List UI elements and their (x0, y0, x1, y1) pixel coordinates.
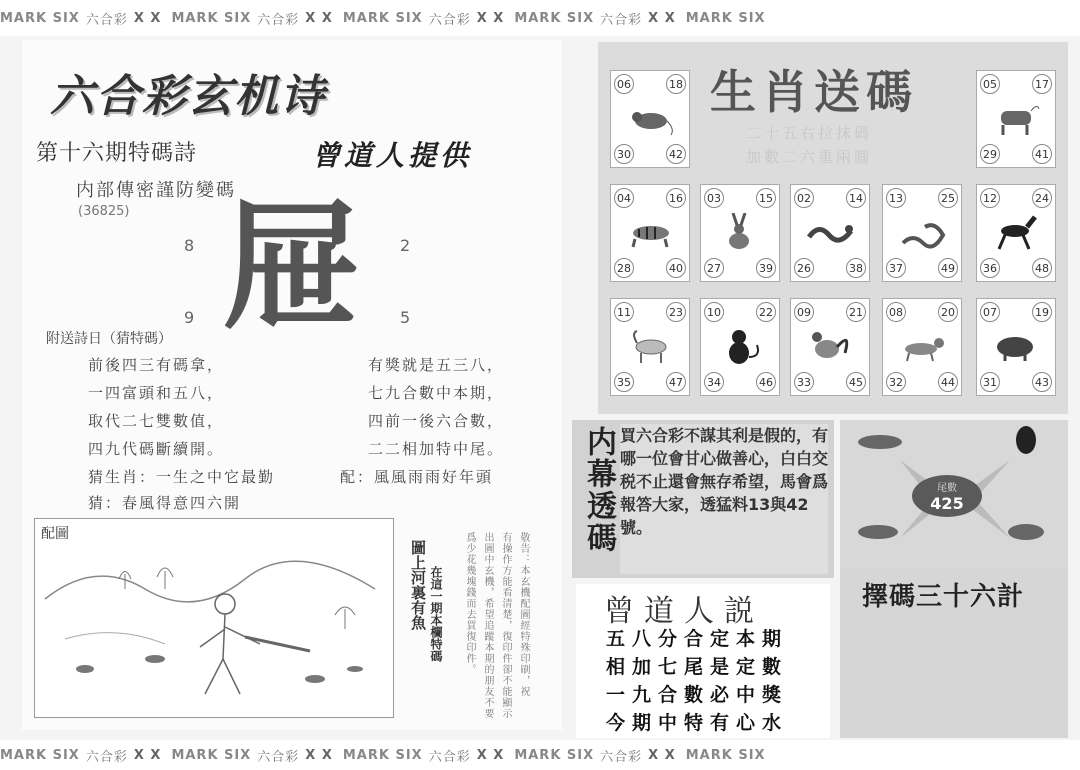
card-number: 39 (756, 258, 776, 278)
card-number: 44 (938, 372, 958, 392)
poem-line: 七九合數中本期， (368, 384, 505, 402)
card-number: 03 (704, 188, 724, 208)
guess-line: 猜：春風得意四六開 (88, 494, 242, 512)
zodiac-subtitle: 二十五右拉抹碼 (746, 124, 873, 142)
card-number: 02 (794, 188, 814, 208)
card-number: 11 (614, 302, 634, 322)
monkey-icon (715, 327, 765, 367)
band-chinese: 六合彩 (600, 12, 643, 28)
dragon-icon (805, 213, 855, 253)
poem-line: 四九代碼斷續開。 (88, 440, 225, 458)
code-number: (36825) (78, 204, 130, 219)
zodiac-card-tiger (610, 184, 690, 282)
poem-line: 一四富頭和五八， (88, 384, 225, 402)
zodiac-card-dragon (790, 184, 870, 282)
card-number: 13 (886, 188, 906, 208)
card-number: 47 (666, 372, 686, 392)
card-number: 36 (980, 258, 1000, 278)
card-number: 12 (980, 188, 1000, 208)
card-number: 06 (614, 74, 634, 94)
riddle-character: 屉 (222, 186, 363, 349)
ceng-says-panel (576, 584, 830, 738)
mark-six-logo: MARK SIX (171, 10, 252, 26)
zodiac-guess: 猜生肖：一生之中它最勤 (88, 468, 276, 486)
card-number: 10 (704, 302, 724, 322)
mark-six-logo: MARK SIX (514, 747, 595, 763)
ceng-line: 五八分合定本期 (606, 628, 789, 650)
card-number: 07 (980, 302, 1000, 322)
rooster-icon (805, 327, 855, 367)
strategy-title: 擇碼三十六計 (862, 582, 1025, 612)
card-number: 25 (938, 188, 958, 208)
mark-six-logo: MARK SIX (685, 10, 766, 26)
rabbit-icon (715, 213, 765, 253)
zodiac-card-goat (610, 298, 690, 396)
illustration-label: 配圖 (41, 526, 69, 542)
poem-line: 二二相加特中尾。 (368, 440, 505, 458)
card-number: 46 (756, 372, 776, 392)
band-chinese: 六合彩 (600, 749, 643, 765)
number-top-right: 2 (400, 236, 411, 255)
band-x: X X (133, 10, 162, 26)
card-number: 17 (1032, 74, 1052, 94)
card-number: 09 (794, 302, 814, 322)
card-number: 23 (666, 302, 686, 322)
illustration-caption: 圖上河裏有魚 (409, 540, 427, 630)
ceng-line: 一九合數必中獎 (606, 684, 789, 706)
issue-line: 第十六期特碼詩 (36, 141, 198, 166)
card-number: 04 (614, 188, 634, 208)
top-watermark-band (0, 0, 1080, 36)
band-x: X X (133, 747, 162, 763)
card-number: 26 (794, 258, 814, 278)
zodiac-card-dog (882, 298, 962, 396)
inside-title: 内幕透碼 (581, 426, 616, 554)
bottom-watermark-band (0, 740, 1080, 770)
band-chinese: 六合彩 (257, 12, 300, 28)
zodiac-title: 生肖送碼 (710, 65, 918, 119)
tail-value: 425 (930, 494, 964, 513)
band-chinese: 六合彩 (85, 749, 128, 765)
disclaimer-line: 出圖中玄機，希望追蹤本期的朋友不要 (482, 532, 493, 719)
band-x: X X (476, 10, 505, 26)
card-number: 37 (886, 258, 906, 278)
number-bottom-left: 9 (184, 308, 195, 327)
tail-number-panel (840, 420, 1068, 568)
number-bottom-right: 5 (400, 308, 411, 327)
card-number: 19 (1032, 302, 1052, 322)
card-number: 22 (756, 302, 776, 322)
fisherman-illustration (35, 519, 393, 717)
band-chinese: 六合彩 (85, 12, 128, 28)
disclaimer-line: 爲少花幾塊錢而去買復印件。 (464, 532, 475, 675)
illustration-caption-2: 在這一期本欄特碼 (429, 566, 443, 662)
mark-six-logo: MARK SIX (342, 10, 423, 26)
pig-icon (991, 327, 1041, 367)
poem-line: 四前一後六合數， (368, 412, 505, 430)
band-chinese: 六合彩 (257, 749, 300, 765)
zodiac-card-rat (610, 70, 690, 168)
illustration (34, 518, 394, 718)
poem-panel (22, 40, 562, 730)
tiger-icon (625, 213, 675, 253)
card-number: 48 (1032, 258, 1052, 278)
page-title: 六合彩玄机诗 (50, 71, 326, 122)
zodiac-card-monkey (700, 298, 780, 396)
zodiac-card-rooster (790, 298, 870, 396)
card-number: 45 (846, 372, 866, 392)
tail-number-badge (912, 475, 982, 517)
band-x: X X (305, 747, 333, 763)
horse-icon (991, 213, 1041, 253)
zodiac-card-ox (976, 70, 1056, 168)
poem-heading: 附送詩日（猜特碼） (46, 331, 172, 347)
mark-six-logo: MARK SIX (171, 747, 252, 763)
ceng-line: 相加七尾是定數 (606, 656, 789, 678)
band-x: X X (305, 10, 333, 26)
disclaimer-line: 敬告：本玄機配圖經特殊印刷，祝 (518, 532, 529, 697)
card-number: 16 (666, 188, 686, 208)
card-number: 24 (1032, 188, 1052, 208)
poem-line: 取代二七雙數值， (88, 412, 225, 430)
inside-text: 買六合彩不謀其利是假的，有哪一位會甘心做善心，白白交税不止還會無存希望，馬會爲報答大家，透猛料13與42號。 (620, 424, 828, 574)
zodiac-card-snake (882, 184, 962, 282)
band-chinese: 六合彩 (428, 749, 471, 765)
zodiac-card-horse (976, 184, 1056, 282)
band-x: X X (648, 747, 676, 763)
card-number: 05 (980, 74, 1000, 94)
mark-six-logo: MARK SIX (685, 747, 766, 763)
tail-label: 尾數 (937, 483, 957, 494)
card-number: 08 (886, 302, 906, 322)
mark-six-logo: MARK SIX (342, 747, 423, 763)
band-x: X X (648, 10, 676, 26)
zodiac-subtitle: 加數二六重兩圓 (746, 148, 873, 166)
strategy-panel (840, 568, 1068, 738)
ceng-line: 今期中特有心水 (606, 712, 789, 734)
card-number: 49 (938, 258, 958, 278)
card-number: 43 (1032, 372, 1052, 392)
card-number: 30 (614, 144, 634, 164)
rat-icon (625, 99, 675, 139)
poem-line: 有獎就是五三八， (368, 356, 505, 374)
disclaimer-line: 有操作方能看清楚，復印件卻不能顯示 (500, 532, 511, 719)
band-x: X X (476, 747, 505, 763)
card-number: 18 (666, 74, 686, 94)
pair-line: 配：風風雨雨好年頭 (340, 468, 494, 486)
card-number: 31 (980, 372, 1000, 392)
card-number: 42 (666, 144, 686, 164)
dog-icon (897, 327, 947, 367)
number-top-left: 8 (184, 236, 195, 255)
goat-icon (625, 327, 675, 367)
card-number: 33 (794, 372, 814, 392)
zodiac-card-rabbit (700, 184, 780, 282)
author-line: 曾道人提供 (312, 139, 473, 172)
card-number: 29 (980, 144, 1000, 164)
mark-six-logo: MARK SIX (0, 747, 80, 763)
zodiac-card-pig (976, 298, 1056, 396)
ox-icon (991, 99, 1041, 139)
mark-six-logo: MARK SIX (514, 10, 595, 26)
zodiac-number-panel (598, 42, 1068, 414)
card-number: 38 (846, 258, 866, 278)
card-number: 27 (704, 258, 724, 278)
card-number: 14 (846, 188, 866, 208)
band-chinese: 六合彩 (428, 12, 471, 28)
card-number: 28 (614, 258, 634, 278)
card-number: 20 (938, 302, 958, 322)
inside-tip-panel (572, 420, 834, 578)
tagline: 内部傳密謹防變碼 (76, 180, 236, 201)
card-number: 34 (704, 372, 724, 392)
card-number: 32 (886, 372, 906, 392)
mark-six-logo: MARK SIX (0, 10, 80, 26)
card-number: 41 (1032, 144, 1052, 164)
snake-icon (897, 213, 947, 253)
poem-line: 前後四三有碼拿， (88, 356, 225, 374)
card-number: 40 (666, 258, 686, 278)
card-number: 15 (756, 188, 776, 208)
ceng-title: 曾道人説 (604, 594, 764, 629)
card-number: 21 (846, 302, 866, 322)
card-number: 35 (614, 372, 634, 392)
